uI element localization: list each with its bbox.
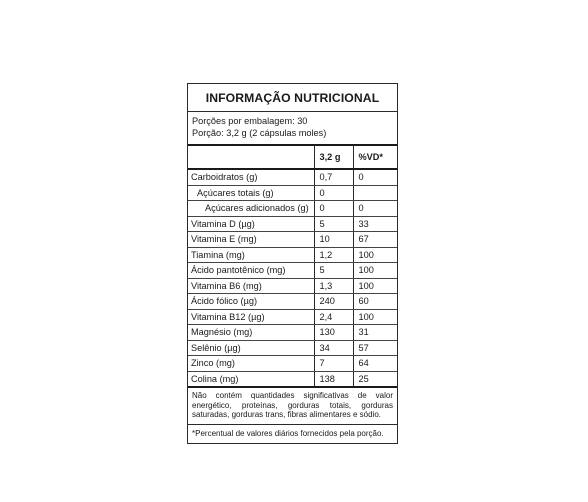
nutrient-vd: 57	[353, 340, 397, 356]
nutrient-name: Vitamina E (mg)	[188, 232, 314, 248]
table-row	[188, 263, 397, 279]
label-title: INFORMAÇÃO NUTRICIONAL	[188, 84, 397, 112]
header-amount: 3,2 g	[314, 146, 353, 169]
table-row	[188, 340, 397, 356]
servings-per-package: Porções por embalagem: 30	[192, 116, 308, 126]
nutrient-name: Vitamina B6 (mg)	[188, 278, 314, 294]
table-header-row	[188, 146, 397, 169]
nutrient-name: Carboidratos (g)	[188, 169, 314, 185]
nutrient-amount: 130	[314, 325, 353, 341]
nutrient-vd: 25	[353, 371, 397, 387]
table-row	[188, 232, 397, 248]
nutrient-name: Colina (mg)	[188, 371, 314, 387]
table-row	[188, 201, 397, 217]
nutrient-vd: 31	[353, 325, 397, 341]
nutrient-name: Zinco (mg)	[188, 356, 314, 372]
table-row	[188, 278, 397, 294]
nutrient-vd: 100	[353, 247, 397, 263]
nutrient-amount: 5	[314, 263, 353, 279]
table-row	[188, 356, 397, 372]
footnote-not-significant: Não contém quantidades significativas de valor energético, proteínas, gorduras totais, gorduras saturadas, gorduras trans, fibras alimentares e sódio.	[188, 388, 397, 425]
nutrient-vd: 67	[353, 232, 397, 248]
nutrient-vd: 0	[353, 169, 397, 185]
nutrient-vd	[353, 185, 397, 201]
nutrient-amount: 0	[314, 185, 353, 201]
nutrient-amount: 2,4	[314, 309, 353, 325]
nutrient-name: Açúcares totais (g)	[188, 185, 314, 201]
nutrient-vd: 60	[353, 294, 397, 310]
nutrient-name: Vitamina D (µg)	[188, 216, 314, 232]
nutrient-name: Selênio (µg)	[188, 340, 314, 356]
footnote-vd: *Percentual de valores diários fornecidos pela porção.	[192, 428, 384, 438]
nutrient-vd: 100	[353, 278, 397, 294]
table-row	[188, 185, 397, 201]
nutrient-amount: 5	[314, 216, 353, 232]
table-row	[188, 216, 397, 232]
nutrient-amount: 0	[314, 201, 353, 217]
nutrient-name: Ácido fólico (µg)	[188, 294, 314, 310]
nutrition-table	[188, 146, 397, 388]
nutrient-amount: 10	[314, 232, 353, 248]
nutrient-vd: 64	[353, 356, 397, 372]
nutrient-amount: 240	[314, 294, 353, 310]
header-vd: %VD*	[353, 146, 397, 169]
nutrient-amount: 0,7	[314, 169, 353, 185]
nutrient-name: Ácido pantotênico (mg)	[188, 263, 314, 279]
nutrient-name: Açúcares adicionados (g)	[188, 201, 314, 217]
nutrient-amount: 34	[314, 340, 353, 356]
nutrient-vd: 0	[353, 201, 397, 217]
table-row	[188, 325, 397, 341]
table-row	[188, 371, 397, 387]
nutrient-amount: 1,2	[314, 247, 353, 263]
portion-size: Porção: 3,2 g (2 cápsulas moles)	[188, 128, 397, 147]
nutrient-vd: 100	[353, 309, 397, 325]
nutrient-name: Vitamina B12 (µg)	[188, 309, 314, 325]
table-row	[188, 169, 397, 185]
nutrient-vd: 33	[353, 216, 397, 232]
nutrient-amount: 1,3	[314, 278, 353, 294]
nutrient-amount: 7	[314, 356, 353, 372]
nutrient-amount: 138	[314, 371, 353, 387]
nutrient-name: Magnésio (mg)	[188, 325, 314, 341]
table-row	[188, 294, 397, 310]
nutrient-name: Tiamina (mg)	[188, 247, 314, 263]
header-nutrient	[188, 146, 314, 169]
table-row	[188, 309, 397, 325]
table-row	[188, 247, 397, 263]
nutrition-label	[187, 83, 398, 444]
nutrient-vd: 100	[353, 263, 397, 279]
